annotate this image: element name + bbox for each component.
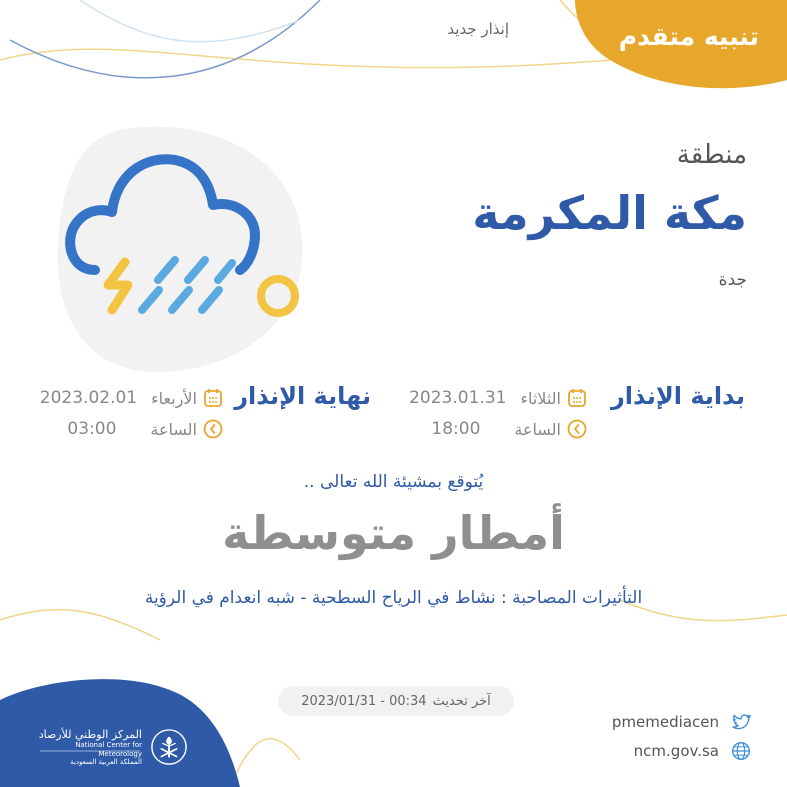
last-update-pill [278,686,514,716]
warning-start-time-row [431,419,587,439]
twitter-contact[interactable] [612,712,751,732]
website-contact[interactable] [634,741,751,761]
warning-end-time-label: الساعة [150,419,197,439]
forecast-effects: التأثيرات المصاحبة : نشاط في الرياح السطحية - شبه انعدام في الرؤية [144,588,643,608]
warning-end-time: 03:00 [67,419,117,439]
warning-start-time-label: الساعة [514,419,561,439]
twitter-icon [731,712,751,732]
twitter-handle[interactable]: pmemediacen [611,713,719,731]
warning-end-time-row [67,419,223,439]
last-update-value: 2023/01/31 - 00:34 [301,693,427,709]
calendar-icon [203,388,223,408]
forecast-expectation: يُتوقع بمشيئة الله تعالى .. [303,472,484,492]
city-name: جدة [718,270,747,290]
warning-start-time: 18:00 [431,419,481,439]
last-update-label: آخر تحديث [432,693,491,709]
warning-end-date: 2023.02.01 [39,388,138,408]
new-warning-label: إنذار جديد [447,20,509,38]
warning-start-day: الثلاثاء [520,388,561,408]
warning-start-title: بداية الإنذار [610,382,745,410]
clock-icon [567,419,587,439]
cloud-rain-lightning-sun-icon [50,120,305,375]
ncm-logo-text [38,728,142,766]
region-label: منطقة [676,140,747,170]
clock-icon [203,419,223,439]
warning-start-date: 2023.01.31 [409,388,507,408]
warning-end-title: نهاية الإنذار [234,382,371,410]
globe-icon [731,741,751,761]
warning-start-date-row [409,388,587,408]
logo-name-en: National Center for Meteorology [75,741,142,758]
alert-type-tag: تنبيه متقدم [618,22,759,51]
logo-name-ar: المركز الوطني للأرصاد [38,728,142,741]
warning-end-date-row [40,388,223,408]
website-url[interactable]: ncm.gov.sa [633,742,719,760]
warning-end-day: الأربعاء [151,388,197,408]
logo-country-ar: المملكة العربية السعودية [70,757,142,766]
forecast-headline: أمطار متوسطة [222,506,565,560]
saudi-emblem-icon [150,728,188,766]
region-name: مكة المكرمة [472,186,747,240]
calendar-icon [567,388,587,408]
